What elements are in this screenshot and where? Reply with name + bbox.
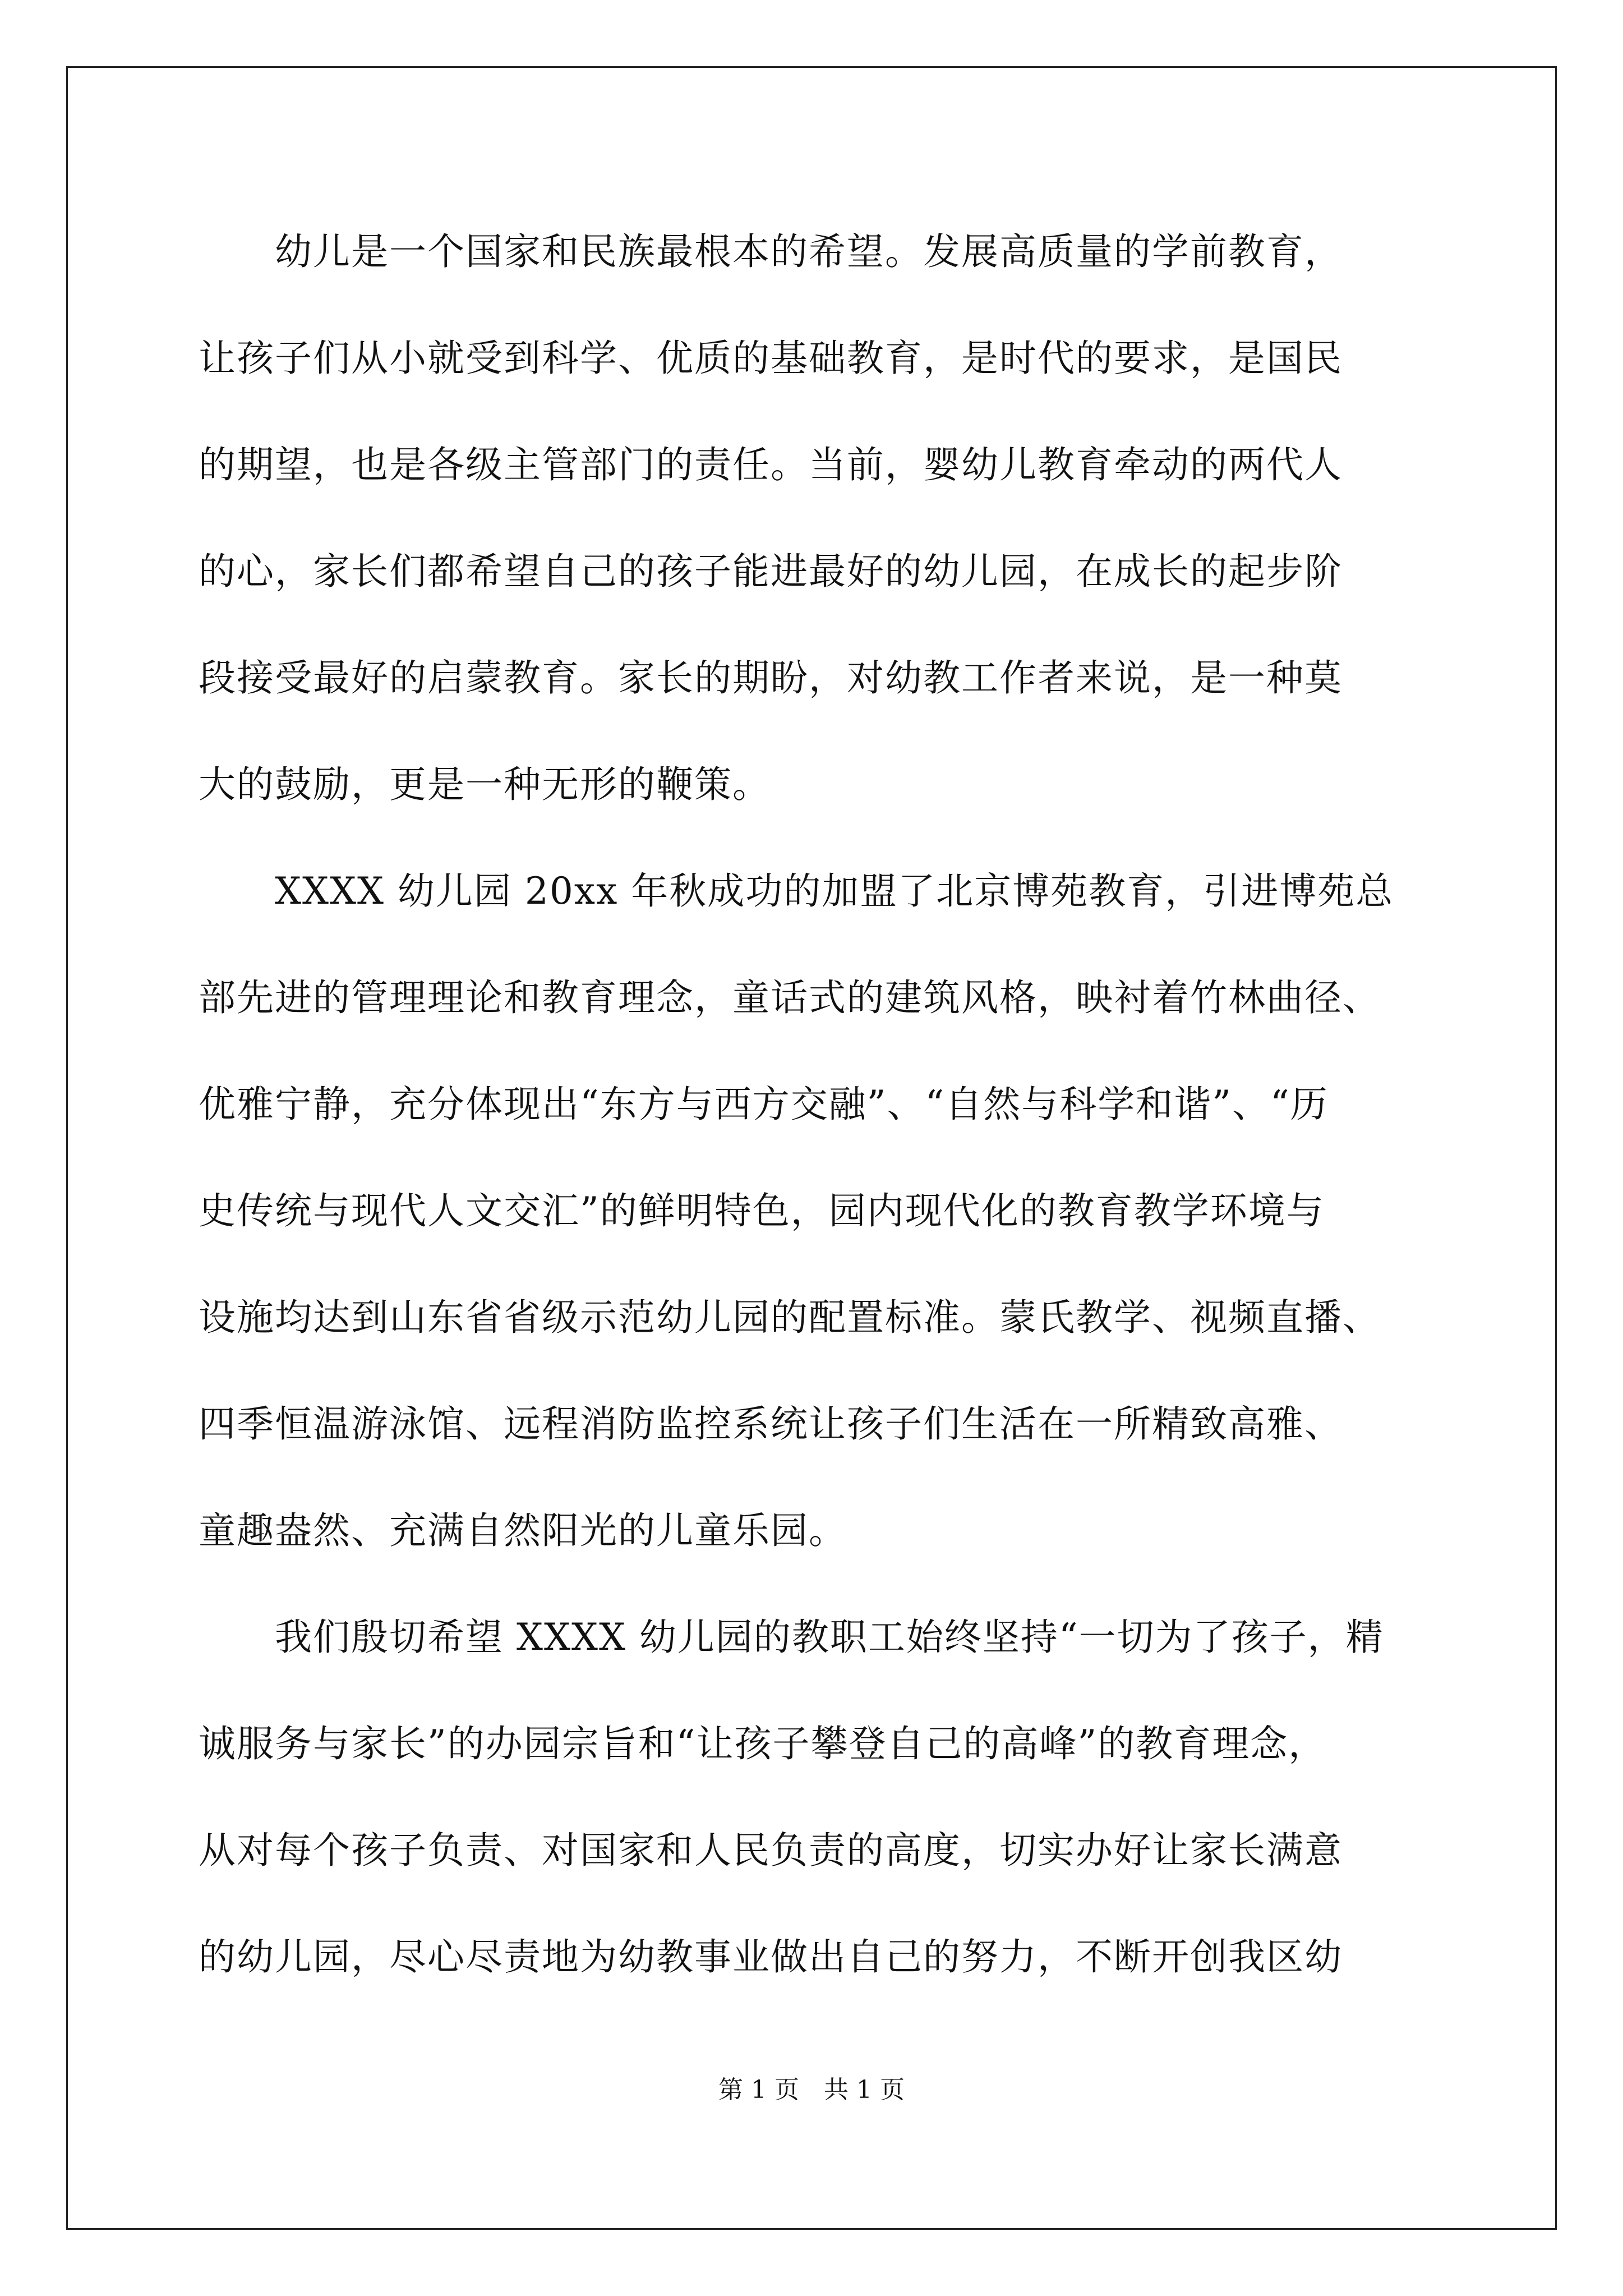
text-line: 我们殷切希望 XXXX 幼儿园的教职工始终坚持“一切为了孩子，精 <box>199 1616 1384 1659</box>
text-line: 幼儿是一个国家和民族最根本的希望。发展高质量的学前教育， <box>199 230 1343 273</box>
text-line: 诚服务与家长”的办园宗旨和“让孩子攀登自己的高峰”的教育理念， <box>199 1722 1327 1765</box>
text-line: 段接受最好的启蒙教育。家长的期盼，对幼教工作者来说，是一种莫 <box>199 656 1343 700</box>
text-line: 的心，家长们都希望自己的孩子能进最好的幼儿园，在成长的起步阶 <box>199 550 1343 593</box>
text-line: 从对每个孩子负责、对国家和人民负责的高度，切实办好让家长满意 <box>199 1829 1343 1872</box>
text-line: 童趣盎然、充满自然阳光的儿童乐园。 <box>199 1509 847 1552</box>
text-line: 四季恒温游泳馆、远程消防监控系统让孩子们生活在一所精致高雅、 <box>199 1402 1343 1446</box>
text-line: 让孩子们从小就受到科学、优质的基础教育，是时代的要求，是国民 <box>199 337 1343 380</box>
text-line: 大的鼓励，更是一种无形的鞭策。 <box>199 763 771 806</box>
text-line: 史传统与现代人文交汇”的鲜明特色，园内现代化的教育教学环境与 <box>199 1189 1325 1232</box>
text-line: 的期望，也是各级主管部门的责任。当前，婴幼儿教育牵动的两代人 <box>199 443 1343 486</box>
text-line: 部先进的管理理论和教育理念，童话式的建筑风格，映衬着竹林曲径、 <box>199 976 1381 1019</box>
text-line: 设施均达到山东省省级示范幼儿园的配置标准。蒙氏教学、视频直播、 <box>199 1296 1381 1339</box>
text-line: XXXX 幼儿园 20xx 年秋成功的加盟了北京博苑教育，引进博苑总 <box>199 869 1394 913</box>
text-line: 的幼儿园，尽心尽责地为幼教事业做出自己的努力，不断开创我区幼 <box>199 1935 1343 1978</box>
document-body <box>199 199 1424 2010</box>
text-line: 优雅宁静，充分体现出“东方与西方交融”、“自然与科学和谐”、“历 <box>199 1083 1329 1126</box>
page-number-footer: 第 1 页 共 1 页 <box>718 2076 905 2104</box>
